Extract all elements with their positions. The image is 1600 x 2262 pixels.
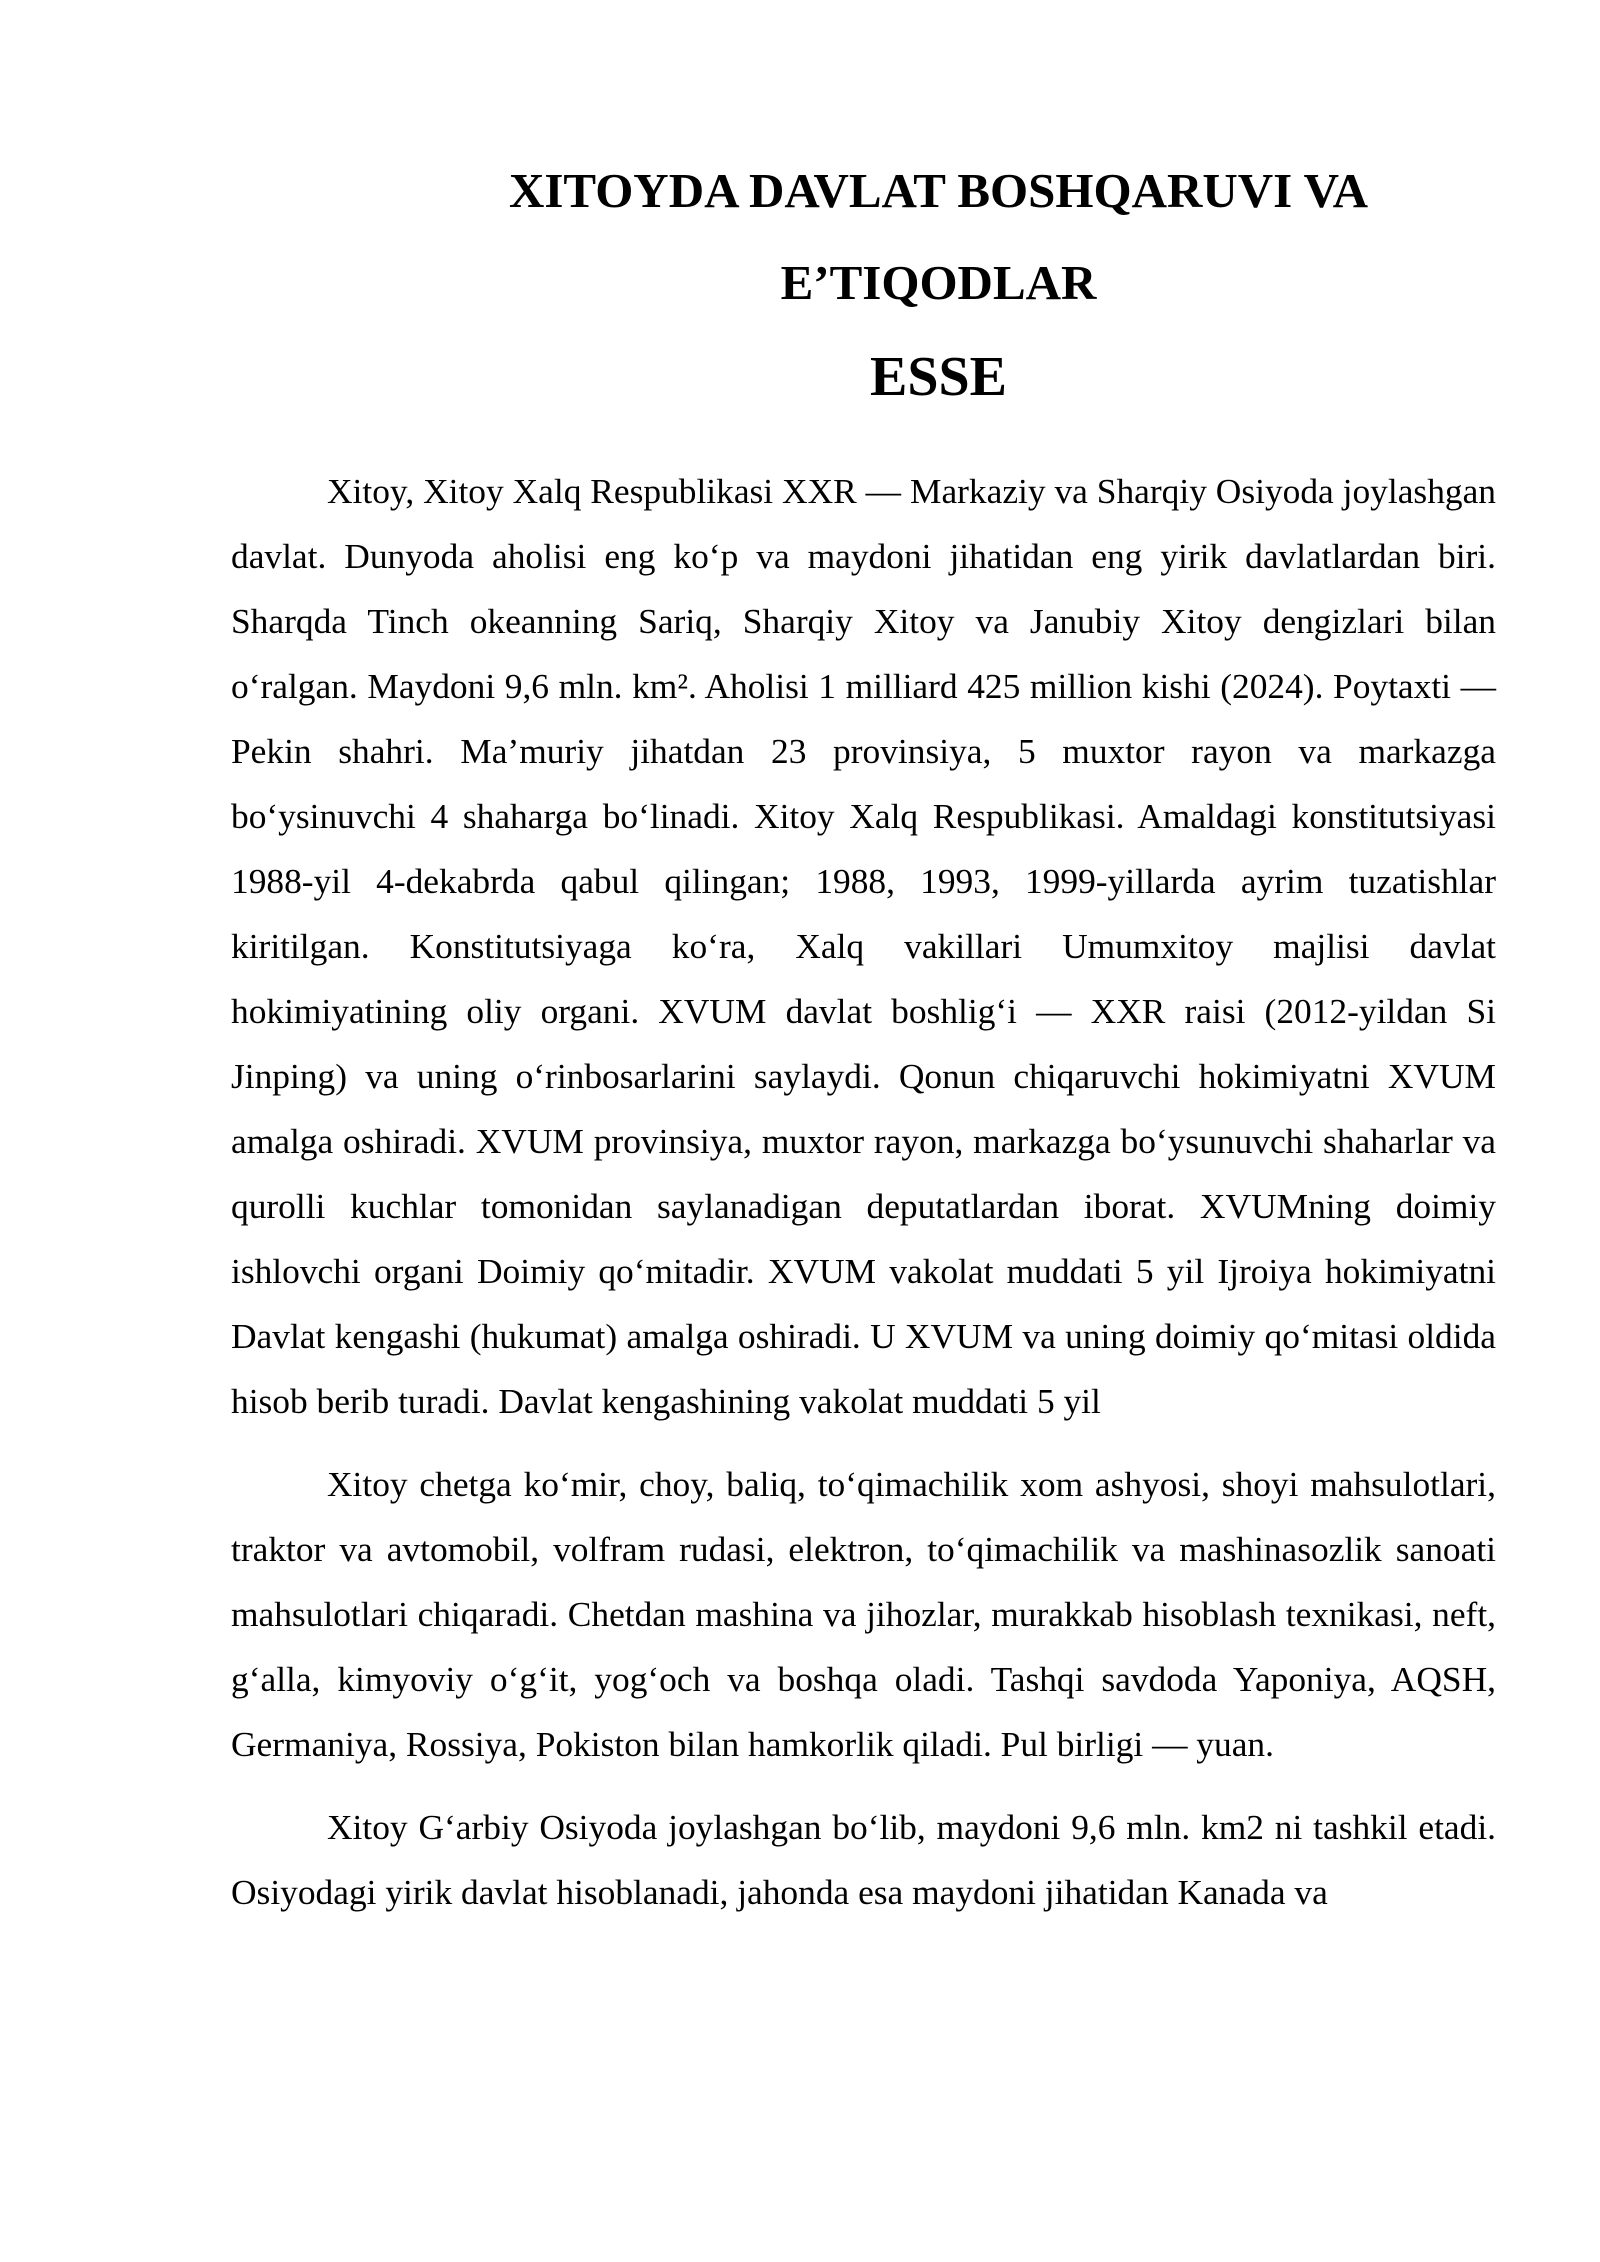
paragraph-geography: Xitoy Gʻarbiy Osiyoda joylashgan boʻlib, maydoni 9,6 mln. km2 ni tashkil etadi. Osiyodagi yirik davlat hisoblanadi, jahonda esa maydoni jihatidan Kanada va xyxy=(231,1807,1496,1912)
document-subtitle: ESSE xyxy=(870,346,1007,408)
paragraph-government: Xitoy, Xitoy Xalq Respublikasi XXR — Markaziy va Sharqiy Osiyoda joylashgan davlat. Dunyoda aholisi eng koʻp va maydoni jihatidan eng yirik davlatlardan biri. Sharqda Tinch okeanning Sariq, Sharqiy Xitoy va Janubiy Xitoy dengizlari bilan oʻralgan. Maydoni 9,6 mln. km². Aholisi 1 milliard 425 million kishi (2024). Poytaxti — Pekin shahri. Ma’muriy jihatdan 23 provinsiya, 5 muxtor rayon va markazga boʻysinuvchi 4 shaharga boʻlinadi. Xitoy Xalq Respublikasi. Amaldagi konstitutsiyasi 1988-yil 4-dekabrda qabul qilingan; 1988, 1993, 1999-yillarda ayrim tuzatishlar kiritilgan. Konstitutsiyaga koʻra, Xalq vakillari Umumxitoy majlisi davlat hokimiyatining oliy organi. XVUM davlat boshligʻi — XXR raisi (2012-yildan Si Jinping) va uning oʻrinbosarlarini saylaydi. Qonun chiqaruvchi hokimiyatni XVUM amalga oshiradi. XVUM provinsiya, muxtor rayon, markazga boʻysunuvchi shaharlar va qurolli kuchlar tomonidan saylanadigan deputatlardan iborat. XVUMning doimiy ishlovchi organi Doimiy qoʻmitadir. XVUM vakolat muddati 5 yil Ijroiya hokimiyatni Davlat kengashi (hukumat) amalga oshiradi. U XVUM va uning doimiy qoʻmitasi oldida hisob berib turadi. Davlat kengashining vakolat muddati 5 yil xyxy=(231,471,1496,1421)
document-title: XITOYDA DAVLAT BOSHQARUVI VA E’TIQODLAR xyxy=(508,163,1369,310)
document-body xyxy=(231,145,1496,1925)
paragraph-trade: Xitoy chetga koʻmir, choy, baliq, toʻqimachilik xom ashyosi, shoyi mahsulotlari, traktor va avtomobil, volfram rudasi, elektron, toʻqimachilik va mashinasozlik sanoati mahsulotlari chiqaradi. Chetdan mashina va jihozlar, murakkab hisoblash texnikasi, neft, gʻalla, kimyoviy oʻgʻit, yogʻoch va boshqa oladi. Tashqi savdoda Yaponiya, AQSH, Germaniya, Rossiya, Pokiston bilan hamkorlik qiladi. Pul birligi — yuan. xyxy=(231,1464,1496,1764)
